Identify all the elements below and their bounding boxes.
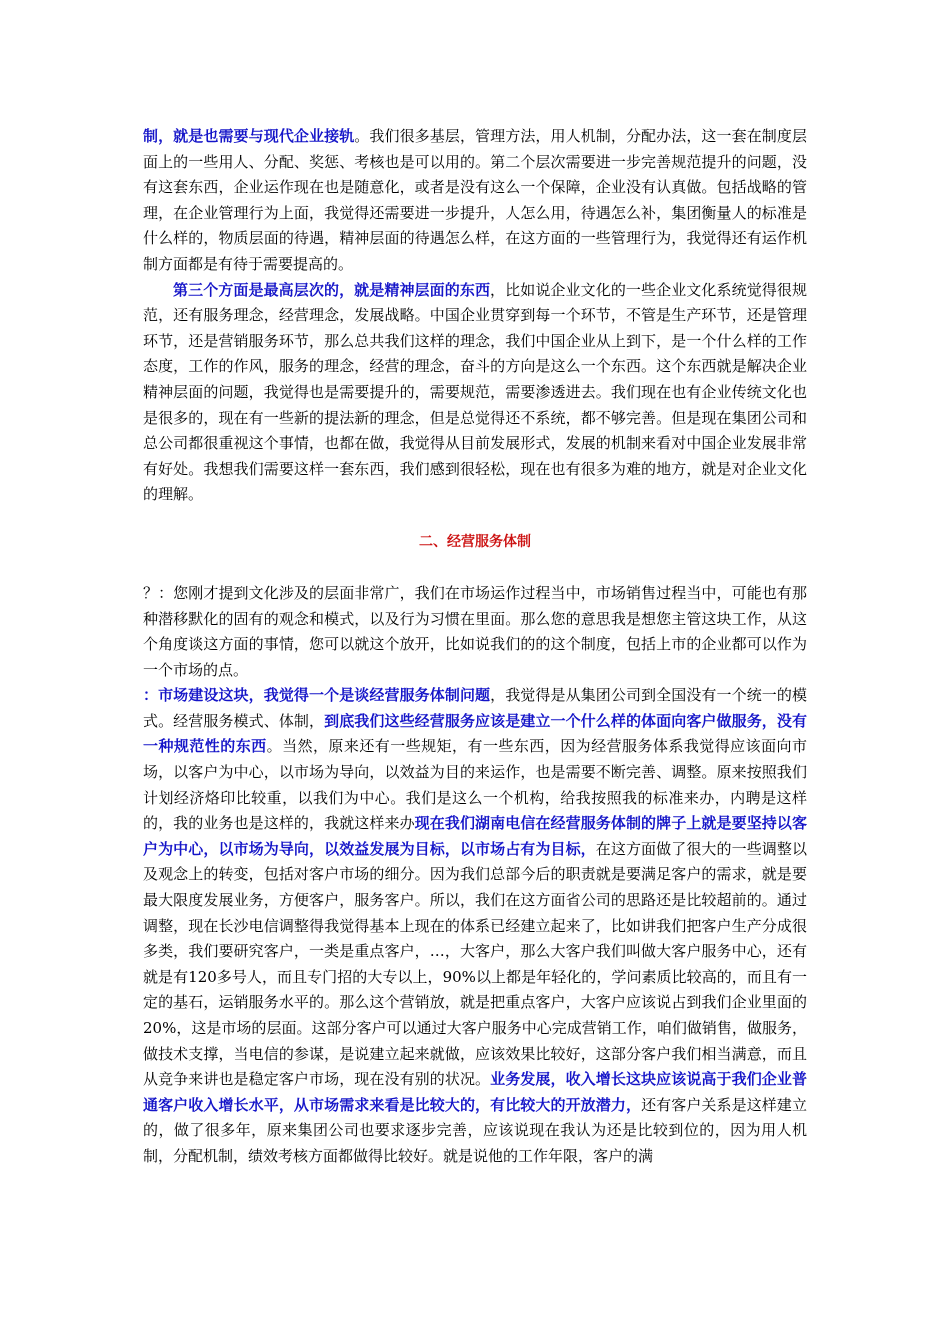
body-text: 在这方面做了很大的一些调整以及观念上的转变，包括对客户市场的细分。因为我们总部今后的职责就是要满足客户的需求，就是要最大限度发展业务，方便客户，服务客户。所以，我们在这方面省公司的思路还是比较超前的。通过调整，现在长沙电信调整得我觉得基本上现在的体系已经建立起来了，比如讲我们把客户生产分成很多类，我们要研究客户，一类是重点客户，…，大客户，那么大客户我们叫做大客户服务中心，还有就是有120多号人，而且专门招的大专以上，90%以上都是年轻化的，学问素质比较高的，而且有一定的基石，运销服务水平的。那么这个营销放，就是把重点客户，大客户应该说占到我们企业里面的20%，这是市场的层面。这部分客户可以通过大客户服务中心完成营销工作，咱们做销售，做服务，做技术支撑，当电信的参谋，是说建立起来就做，应该效果比较好，这部分客户我们相当满意，而且从竞争来讲也是稳定客户市场，现在没有别的状况。 — [143, 839, 807, 1089]
paragraph-management-system — [143, 124, 807, 278]
highlight-text: ：市场建设这块，我觉得一个是谈经营服务体制问题 — [143, 686, 491, 705]
body-text: ，比如说企业文化的一些企业文化系统觉得很规范，还有服务理念，经营理念，发展战略。中国企业贯穿到每一个环节，不管是生产环节，还是管理环节，还是营销服务环节，那么总共我们这样的理念，我们中国企业从上到下，是一个什么样的工作态度，工作的作风，服务的理念，经营的理念，奋斗的方向是这么一个东西。这个东西就是解决企业精神层面的问题，我觉得也是需要提升的，需要规范，需要渗透进去。我们现在也有企业传统文化也是很多的，现在有一些新的提法新的理念，但是总觉得还不系统，都不够完善。但是现在集团公司和总公司都很重视这个事情，也都在做，我觉得从目前发展形式，发展的机制来看对中国企业发展非常有好处。我想我们需要这样一套东西，我们感到很轻松，现在也有很多为难的地方，就是对企业文化的理解。 — [143, 280, 807, 504]
paragraph-spiritual-level — [143, 278, 807, 508]
body-text: 还有客户关系是这样建立的，做了很多年，原来集团公司也要求逐步完善，应该说现在我认为还是比较到位的，因为用人机制，分配机制，绩效考核方面都做得比较好。就是说他的工作年限，客户的满 — [143, 1095, 807, 1165]
highlight-text: 制，就是也需要与现代企业接轨 — [143, 127, 355, 145]
highlight-text: 业务发展，收入增长这块应该说高于我们企业普通客户收入增长水平，从市场需求来看是比较大的，有比较大的开放潜力， — [143, 1070, 807, 1114]
highlight-text: 第三个方面是最高层次的，就是精神层面的东西 — [173, 280, 491, 299]
document-page — [143, 124, 807, 1170]
body-text: 。我们很多基层，管理方法，用人机制，分配办法，这一套在制度层面上的一些用人、分配、奖惩、考核也是可以用的。第二个层次需要进一步完善规范提升的问题，没有这套东西，企业运作现在也是随意化，或者是没有这么一个保障，企业没有认真做。包括战略的管理，在企业管理行为上面，我觉得还需要进一步提升，人怎么用，待遇怎么补，集团衡量人的标准是什么样的，物质层面的待遇，精神层面的待遇怎么样，在这方面的一些管理行为，我觉得还有运作机制方面都是有待于需要提高的。 — [143, 127, 807, 273]
section-heading: 二、经营服务体制 — [419, 533, 531, 550]
highlight-text: 到底我们这些经营服务应该是建立一个什么样的体面向客户做服务，没有一种规范性的东西 — [143, 711, 807, 756]
body-text: 。当然，原来还有一些规矩，有一些东西，因为经营服务体系我觉得应该面向市场，以客户为中心，以市场为导向，以效益为目的来运作，也是需要不断完善、调整。原来按照我们计划经济烙印比较重，以我们为中心。我们是这么一个机构，给我按照我的标准来办，内聘是这样的，我的业务也是这样的，我就这样来办 — [143, 737, 807, 833]
highlight-text: 现在我们湖南电信在经营服务体制的牌子上就是要坚持以客户为中心，以市场为导向，以效益发展为目标，以市场占有为目标， — [143, 814, 807, 858]
paragraph-question: ？：您刚才提到文化涉及的层面非常广，我们在市场运作过程当中，市场销售过程当中，可能也有那种潜移默化的固有的观念和模式，以及行为习惯在里面。那么您的意思我是想您主管这块工作，从这个角度谈这方面的事情，您可以就这个放开，比如说我们的的这个制度，包括上市的企业都可以作为一个市场的点。 — [143, 583, 807, 679]
paragraph-answer — [143, 683, 807, 1169]
body-text: ，我觉得是从集团公司到全国没有一个统一的模式。经营服务模式、体制， — [143, 686, 807, 730]
